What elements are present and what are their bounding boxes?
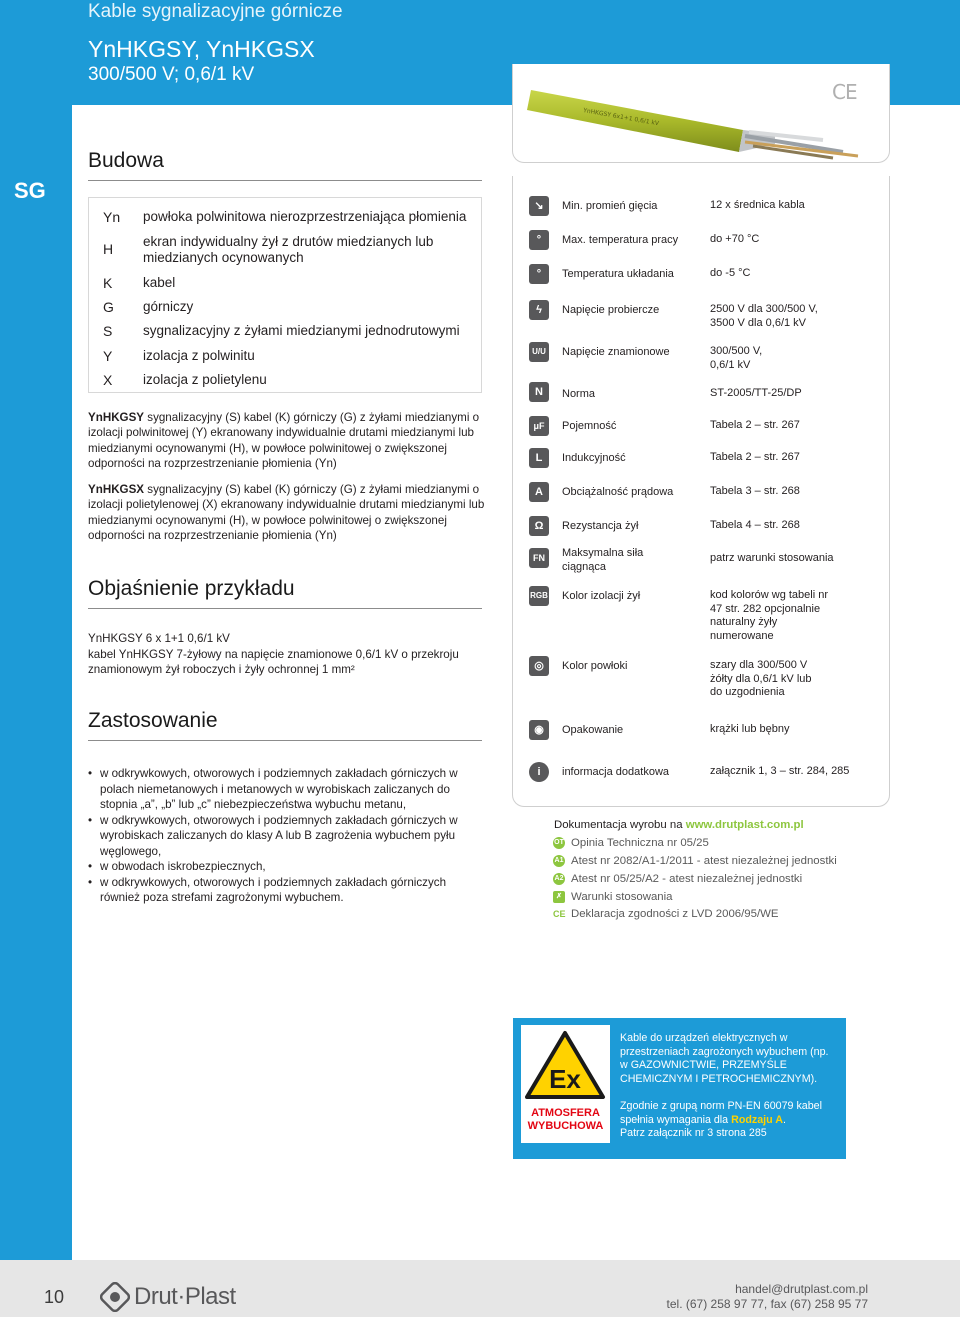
page-number: 10 — [44, 1287, 65, 1307]
code-desc: powłoka polwinitowa nierozprzestrzeniająca płomienia — [143, 209, 467, 224]
atex-text-2-post: . — [782, 1113, 786, 1126]
spec-value: do -5 °C — [710, 267, 751, 279]
code-letter: G — [103, 299, 114, 315]
heading-divider — [88, 740, 482, 741]
spec-value: załącznik 1, 3 – str. 284, 285 — [710, 765, 850, 777]
spec-label: Opakowanie — [562, 724, 624, 736]
doc-badge-icon: OT — [553, 837, 565, 849]
spec-label: informacja dodatkowa — [562, 766, 670, 778]
doc-item-label: Deklaracja zgodności z LVD 2006/95/WE — [571, 908, 779, 921]
spec-label: Max. temperatura pracy — [562, 234, 679, 246]
side-tab — [0, 105, 72, 1260]
code-desc: kabel — [143, 275, 176, 290]
cable-illustration — [513, 64, 889, 162]
description-ynhkgsx — [88, 482, 488, 544]
example-line-2: kabel YnHKGSY 7-żyłowy na napięcie znamionowe 0,6/1 kV o przekroju znamionowym żył roboczych i żyły ochronnej 1 mm² — [88, 648, 459, 677]
spec-value: kod kolorów wg tabeli nr 47 str. 282 opcjonalnie naturalny żyły numerowane — [710, 589, 829, 642]
capacitance-icon: μF — [529, 416, 549, 436]
contact-phone: tel. (67) 258 97 77, fax (67) 258 95 77 — [666, 1297, 868, 1311]
current-load-icon: A — [529, 482, 549, 502]
website-link[interactable]: www.drutplast.com.pl — [685, 819, 804, 831]
code-letter: X — [103, 372, 113, 388]
doc-item-label: Atest nr 2082/A1-1/2011 - atest niezależnej jednostki — [571, 855, 837, 868]
category-title: Kable sygnalizacyjne górnicze — [88, 1, 343, 22]
code-letter: H — [103, 241, 114, 257]
cable-print-text: YnHKGSY 6x1+1 0,6/1 kV — [582, 107, 660, 128]
heading-divider — [88, 608, 482, 609]
spec-value: Tabela 4 – str. 268 — [710, 519, 800, 531]
ex-label: Ex — [549, 1064, 581, 1094]
application-heading: Zastosowanie — [88, 709, 218, 732]
max-temp-icon: ° — [529, 230, 549, 250]
spec-value: 2500 V dla 300/500 V, 3500 V dla 0,6/1 kV — [710, 303, 818, 329]
spec-label: Temperatura układania — [562, 268, 674, 280]
spec-label: Indukcyjność — [562, 452, 626, 464]
atex-logo — [521, 1025, 610, 1143]
spec-label: Napięcie probiercze — [562, 304, 660, 316]
type-name: YnHKGSY — [88, 411, 145, 424]
bend-radius-icon: ↘ — [529, 196, 549, 216]
doc-item[interactable] — [553, 837, 709, 849]
spec-label: Rezystancja żył — [562, 520, 639, 532]
spec-value: Tabela 2 – str. 267 — [710, 451, 800, 463]
heading-divider — [88, 180, 482, 181]
standard-icon: N — [529, 382, 549, 402]
atex-type-label: Rodzaju A — [731, 1113, 783, 1126]
code-desc: izolacja z polietylenu — [143, 372, 267, 387]
documentation-box — [535, 807, 857, 935]
doc-item-label: Warunki stosowania — [571, 891, 673, 904]
application-list — [88, 766, 488, 906]
spec-value: Tabela 2 – str. 267 — [710, 419, 800, 431]
doc-item[interactable] — [553, 891, 673, 903]
spec-label: Kolor powłoki — [562, 660, 628, 672]
specifications-panel — [512, 176, 890, 807]
doc-item[interactable] — [553, 908, 778, 920]
code-desc: izolacja z polwinitu — [143, 348, 255, 363]
spec-label: Pojemność — [562, 420, 617, 432]
code-desc: sygnalizacyjny z żyłami miedzianymi jednodrutowymi — [143, 323, 460, 338]
list-item: • w odkrywkowych, otworowych i podziemnych zakładach górniczych w polach niemetanowych i metanowych w wyrobiskach zaliczanych do stopnia „a”, „b” lub „c” niebezpieczeństwa wybuchu metanu, — [88, 766, 488, 813]
code-letter: Y — [103, 348, 113, 364]
type-description: sygnalizacyjny (S) kabel (K) górniczy (G) z żyłami miedzianymi o izolacji polwinitowej (Y) ekranowany indywidualnie drutami miedzianymi lub miedzianymi ocynowanymi (H), w powłoce polwinitowej o zwiększonej odporności na rozprzestrzenianie płomienia (Yn) — [88, 411, 480, 471]
doc-item[interactable] — [553, 873, 802, 885]
spec-label: Norma — [562, 388, 596, 400]
documentation-title — [554, 819, 804, 831]
contact-info — [667, 1282, 868, 1312]
spec-value: ST-2005/TT-25/DP — [710, 387, 802, 399]
code-letter: S — [103, 323, 113, 339]
doc-item[interactable] — [553, 855, 837, 867]
atex-text-3: Patrz załącznik nr 3 strona 285 — [620, 1127, 767, 1139]
code-table — [88, 197, 482, 393]
laying-temp-icon: ° — [529, 264, 549, 284]
construction-heading: Budowa — [88, 149, 164, 172]
brand-logo-icon — [100, 1282, 130, 1312]
code-desc: górniczy — [143, 299, 194, 314]
spec-value: 12 x średnica kabla — [710, 199, 805, 211]
spec-value: Tabela 3 – str. 268 — [710, 485, 800, 497]
side-tab-label: SG — [14, 178, 46, 203]
doc-badge-icon: ✗ — [553, 891, 565, 903]
code-letter: Yn — [103, 209, 121, 225]
type-name: YnHKGSX — [88, 483, 145, 496]
atmosphere-label: ATMOSFERA WYBUCHOWA — [527, 1107, 604, 1132]
rated-voltage-icon: U/U — [529, 342, 549, 362]
tensile-force-icon: FN — [529, 548, 549, 568]
cable-photo — [512, 64, 890, 163]
product-subtitle: 300/500 V; 0,6/1 kV — [88, 64, 255, 85]
spec-label: Maksymalna siła ciągnąca — [562, 547, 644, 573]
type-description: sygnalizacyjny (S) kabel (K) górniczy (G) z żyłami miedzianymi o izolacji polietylenowej (X) ekranowany indywidualnie drutami miedzianymi lub miedzianymi ocynowanymi (H), w powłoce polwinitowej o zwiększonej odporności na rozprzestrzenianie płomienia (Yn) — [88, 483, 485, 543]
atex-text-2-pre: Zgodnie z grupą norm PN-EN 60079 kabel spełnia wymagania dla — [620, 1100, 822, 1126]
spec-value: 300/500 V, 0,6/1 kV — [710, 345, 763, 371]
description-ynhkgsy — [88, 410, 488, 472]
documentation-label: Dokumentacja wyrobu na — [554, 819, 686, 831]
sheath-colour-icon: ◎ — [529, 656, 549, 676]
spec-label: Kolor izolacji żył — [562, 590, 641, 602]
spec-value: krążki lub bębny — [710, 723, 790, 735]
spec-value: szary dla 300/500 V żółty dla 0,6/1 kV lub do uzgodnienia — [710, 659, 812, 699]
packaging-icon: ◉ — [529, 720, 549, 740]
spec-value: patrz warunki stosowania — [710, 552, 834, 564]
list-item: • w odkrywkowych, otworowych i podziemnych zakładach górniczych w wyrobiskach zaliczanych do klasy A lub B zagrożenia wybuchem pyłu węglowego, — [88, 813, 488, 860]
resistance-icon: Ω — [529, 516, 549, 536]
example-heading: Objaśnienie przykładu — [88, 577, 295, 600]
list-item: • w obwodach iskrobezpiecznych, — [88, 859, 488, 875]
example-line-1: YnHKGSY 6 x 1+1 0,6/1 kV — [88, 632, 230, 645]
spec-label: Obciążalność prądowa — [562, 486, 674, 498]
inductance-icon: L — [529, 448, 549, 468]
code-letter: K — [103, 275, 113, 291]
test-voltage-icon: ϟ — [529, 300, 549, 320]
atex-text-1: Kable do urządzeń elektrycznych w przestrzeniach zagrożonych wybuchem (np. w GAZOWNICTWIE, PRZEMYŚLE CHEMICZNYM I PETROCHEMICZNYM). — [620, 1032, 829, 1085]
core-colour-icon: RGB — [529, 586, 549, 606]
brand-name: Drut·Plast — [134, 1283, 236, 1310]
doc-badge-icon: A1 — [553, 855, 565, 867]
info-icon: i — [529, 762, 549, 782]
doc-badge-icon: A2 — [553, 873, 565, 885]
doc-item-label: Opinia Techniczna nr 05/25 — [571, 837, 709, 850]
product-title: YnHKGSY, YnHKGSX — [88, 36, 315, 62]
atex-text-2 — [620, 1100, 838, 1127]
spec-value: do +70 °C — [710, 233, 760, 245]
spec-label: Napięcie znamionowe — [562, 346, 670, 358]
doc-badge-icon: CE — [553, 909, 566, 919]
list-item: • w odkrywkowych, otworowych i podziemnych zakładach górniczych również poza strefami zagrożonymi wybuchem. — [88, 875, 488, 906]
spec-label: Min. promień gięcia — [562, 200, 658, 212]
contact-email[interactable]: handel@drutplast.com.pl — [735, 1282, 868, 1296]
ce-mark-icon: CE — [832, 80, 857, 104]
code-desc: ekran indywidualny żył z drutów miedzianych lub miedzianych ocynowanych — [143, 234, 434, 265]
doc-item-label: Atest nr 05/25/A2 - atest niezależnej jednostki — [571, 873, 803, 886]
